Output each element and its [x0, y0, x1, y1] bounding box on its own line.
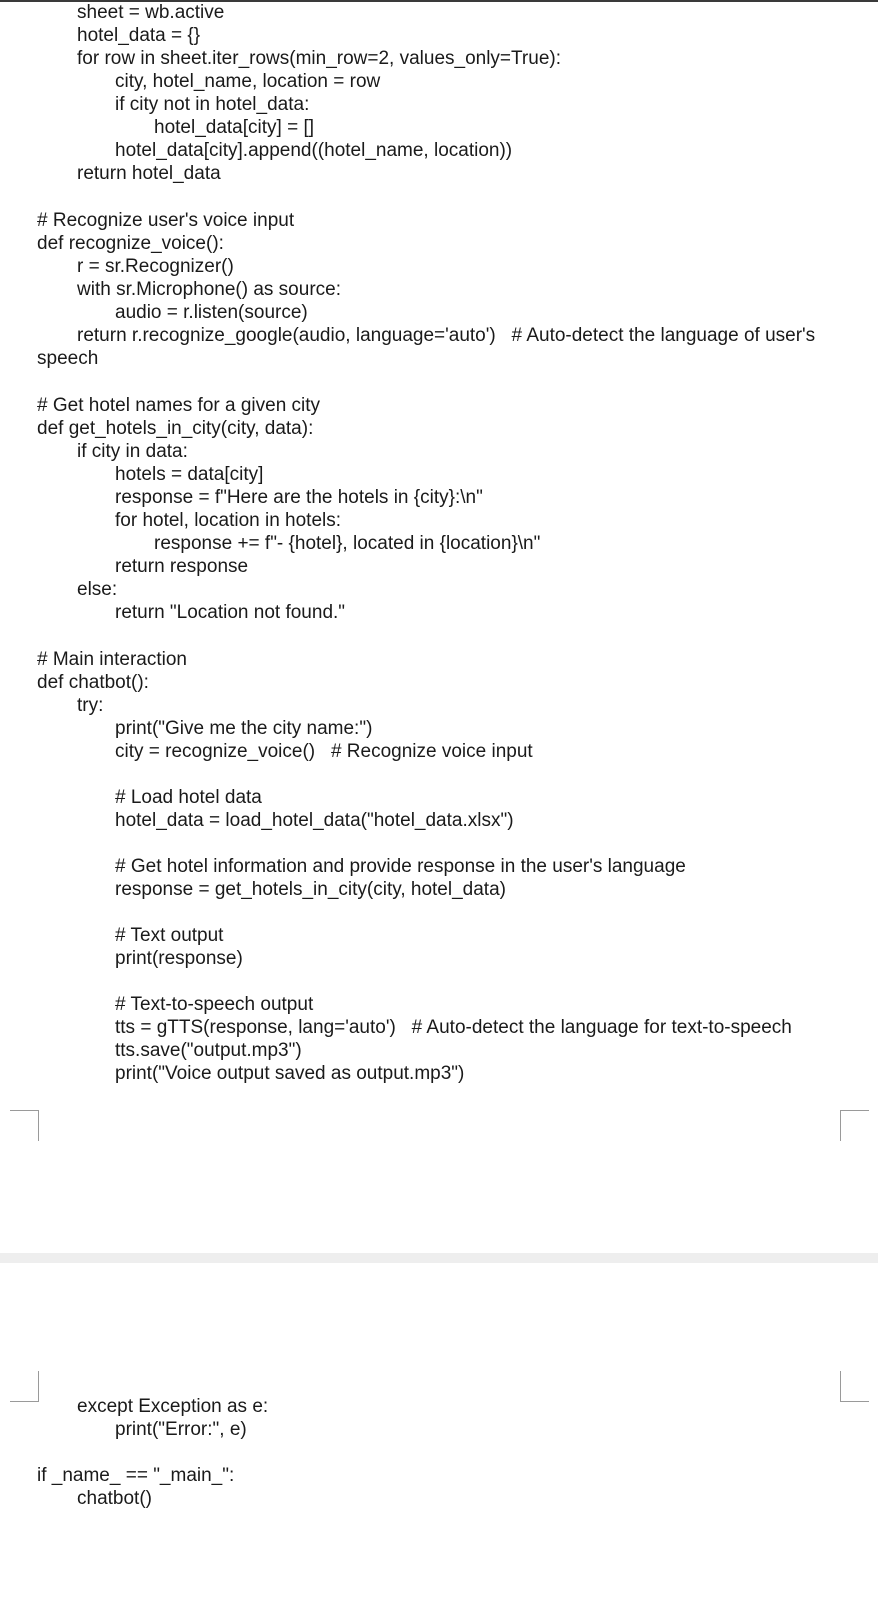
code-line: for row in sheet.iter_rows(min_row=2, values_only=True):: [77, 48, 561, 69]
code-line: return "Location not found.": [115, 602, 346, 623]
code-comment: # Main interaction: [37, 649, 187, 670]
code-line: city = recognize_voice() # Recognize voice input: [115, 741, 533, 762]
code-comment: # Get hotel names for a given city: [37, 395, 321, 416]
code-comment: # Text output: [115, 925, 224, 946]
code-line: for hotel, location in hotels:: [115, 510, 342, 531]
code-line: print("Error:", e): [115, 1419, 247, 1440]
code-line: if _name_ == "_main_":: [37, 1465, 235, 1486]
code-line: sheet = wb.active: [77, 2, 225, 23]
code-line: hotel_data = {}: [77, 25, 201, 46]
code-line: try:: [77, 695, 104, 716]
page-corner-mark: [840, 1110, 869, 1141]
code-line: response = f"Here are the hotels in {city}:\n": [115, 487, 483, 508]
code-line: hotel_data[city].append((hotel_name, location)): [115, 140, 513, 161]
code-line: response = get_hotels_in_city(city, hotel_data): [115, 879, 506, 900]
code-comment: # Get hotel information and provide response in the user's language: [115, 856, 686, 877]
code-comment: # Load hotel data: [115, 787, 262, 808]
code-line: if city not in hotel_data:: [115, 94, 310, 115]
code-line: print("Give me the city name:"): [115, 718, 373, 739]
code-line: hotel_data[city] = []: [154, 117, 315, 138]
page-corner-mark: [10, 1110, 39, 1141]
page-corner-mark: [840, 1371, 869, 1402]
page-break: [0, 1253, 878, 1263]
code-line: return hotel_data: [77, 163, 221, 184]
code-line: if city in data:: [77, 441, 188, 462]
code-line: with sr.Microphone() as source:: [77, 279, 341, 300]
code-line: tts.save("output.mp3"): [115, 1040, 302, 1061]
code-line: tts = gTTS(response, lang='auto') # Auto-detect the language for text-to-speech: [115, 1017, 792, 1038]
code-line: def get_hotels_in_city(city, data):: [37, 418, 314, 439]
code-line: speech: [37, 348, 99, 369]
code-line: return response: [115, 556, 249, 577]
code-line: except Exception as e:: [77, 1396, 269, 1417]
code-line: chatbot(): [77, 1488, 152, 1509]
code-line: def chatbot():: [37, 672, 149, 693]
code-line: hotel_data = load_hotel_data("hotel_data.xlsx"): [115, 810, 514, 831]
code-line: print("Voice output saved as output.mp3"): [115, 1063, 465, 1084]
code-line: response += f"- {hotel}, located in {location}\n": [154, 533, 541, 554]
code-line: city, hotel_name, location = row: [115, 71, 381, 92]
code-line: r = sr.Recognizer(): [77, 256, 234, 277]
code-line: def recognize_voice():: [37, 233, 224, 254]
code-line: return r.recognize_google(audio, language='auto') # Auto-detect the language of user's: [77, 325, 816, 346]
code-comment: # Recognize user's voice input: [37, 210, 295, 231]
code-line: print(response): [115, 948, 243, 969]
code-line: hotels = data[city]: [115, 464, 264, 485]
code-comment: # Text-to-speech output: [115, 994, 314, 1015]
code-line: else:: [77, 579, 118, 600]
page-corner-mark: [10, 1371, 39, 1402]
code-line: audio = r.listen(source): [115, 302, 308, 323]
